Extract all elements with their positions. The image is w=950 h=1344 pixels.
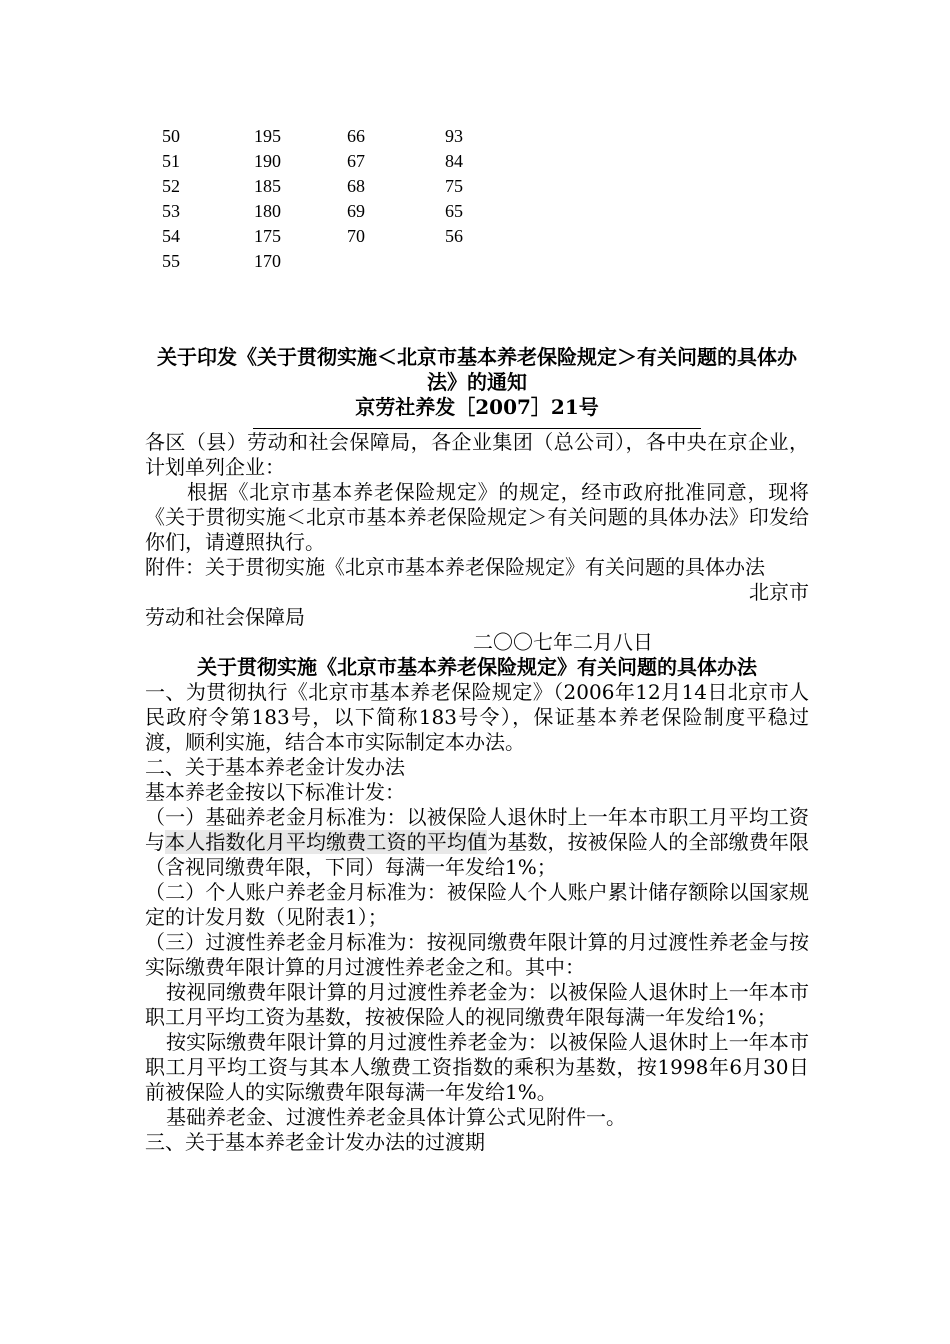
- table-row: [162, 124, 505, 149]
- table-cell: 70: [347, 226, 365, 246]
- item-2: （二）个人账户养老金月标准为：被保险人个人账户累计储存额除以国家规定的计发月数（见附表1）；: [145, 880, 809, 929]
- notice-body: 根据《北京市基本养老保险规定》的规定，经市政府批准同意，现将《关于贯彻实施＜北京市基本养老保险规定＞有关问题的具体办法》印发给你们，请遵照执行。: [145, 480, 809, 554]
- table-cell: 84: [445, 151, 463, 171]
- item-1: [145, 805, 809, 880]
- table-cell: 54: [162, 226, 180, 246]
- section-2-intro: 基本养老金按以下标准计发：: [145, 780, 405, 804]
- table-row: [162, 224, 505, 249]
- table-cell: 67: [347, 151, 365, 171]
- table-cell: 53: [162, 201, 180, 221]
- table-cell: 195: [254, 126, 281, 146]
- table-cell: 93: [445, 126, 463, 146]
- number-table-body: [162, 124, 505, 274]
- table-cell: [445, 249, 505, 274]
- table-cell: 51: [162, 151, 180, 171]
- formula-note: 基础养老金、过渡性养老金具体计算公式见附件一。: [166, 1105, 626, 1129]
- table-cell: 69: [347, 201, 365, 221]
- document-body: [145, 345, 809, 1155]
- section-2-heading: 二、关于基本养老金计发办法: [145, 755, 405, 779]
- table-row: [162, 249, 505, 274]
- highlighted-phrase: 本人指数化月平均缴费工资的平均值: [165, 830, 488, 854]
- table-row: [162, 199, 505, 224]
- table-cell: 50: [162, 126, 180, 146]
- table-cell: 56: [445, 226, 463, 246]
- measures-title: 关于贯彻实施《北京市基本养老保险规定》有关问题的具体办法: [197, 655, 757, 679]
- table-cell: 66: [347, 126, 365, 146]
- table-cell: 55: [162, 251, 180, 271]
- table-cell: 65: [445, 201, 463, 221]
- attachment-line: 附件：关于贯彻实施《北京市基本养老保险规定》有关问题的具体办法: [145, 555, 765, 579]
- number-table: [162, 124, 505, 274]
- table-cell: 170: [254, 251, 281, 271]
- table-row: [162, 149, 505, 174]
- table-cell: [347, 249, 445, 274]
- section-1: 一、为贯彻执行《北京市基本养老保险规定》（2006年12月14日北京市人民政府令第183号，以下简称183号令），保证基本养老保险制度平稳过渡，顺利实施，结合本市实际制定本办法。: [145, 680, 809, 754]
- item-3-deemed: 按视同缴费年限计算的月过渡性养老金为：以被保险人退休时上一年本市职工月平均工资为基数，按被保险人的视同缴费年限每满一年发给1%；: [145, 980, 809, 1029]
- table-cell: 75: [445, 176, 463, 196]
- table-cell: 180: [254, 201, 281, 221]
- notice-title: 关于印发《关于贯彻实施＜北京市基本养老保险规定＞有关问题的具体办法》的通知: [157, 345, 797, 394]
- table-cell: 52: [162, 176, 180, 196]
- table-cell: 175: [254, 226, 281, 246]
- table-cell: 190: [254, 151, 281, 171]
- issuer-bureau: 劳动和社会保障局: [145, 605, 305, 629]
- item-3: （三）过渡性养老金月标准为：按视同缴费年限计算的月过渡性养老金与按实际缴费年限计算的月过渡性养老金之和。其中：: [145, 930, 809, 979]
- section-3-heading: 三、关于基本养老金计发办法的过渡期: [145, 1130, 485, 1154]
- recipients: 各区（县）劳动和社会保障局，各企业集团（总公司），各中央在京企业，计划单列企业：: [145, 430, 809, 479]
- document-number: 京劳社养发［2007］21号: [355, 395, 599, 419]
- item-1-text-c: 为基数，按被保险人的全部缴费年限（含视同缴费年限，下同）每满一年发给1%；: [145, 830, 809, 879]
- table-row: [162, 174, 505, 199]
- issue-date: 二〇〇七年二月八日: [473, 630, 653, 654]
- issuer-city: 北京市: [749, 580, 809, 604]
- item-1-text-a: （一）基础养老金月标准为：以被保险人退休时上一年本市职工月平均工资与: [145, 805, 809, 854]
- table-cell: 185: [254, 176, 281, 196]
- title-divider: [253, 421, 701, 429]
- table-cell: 68: [347, 176, 365, 196]
- item-3-actual: 按实际缴费年限计算的月过渡性养老金为：以被保险人退休时上一年本市职工月平均工资与其本人缴费工资指数的乘积为基数，按1998年6月30日前被保险人的实际缴费年限每满一年发给1%。: [145, 1030, 809, 1104]
